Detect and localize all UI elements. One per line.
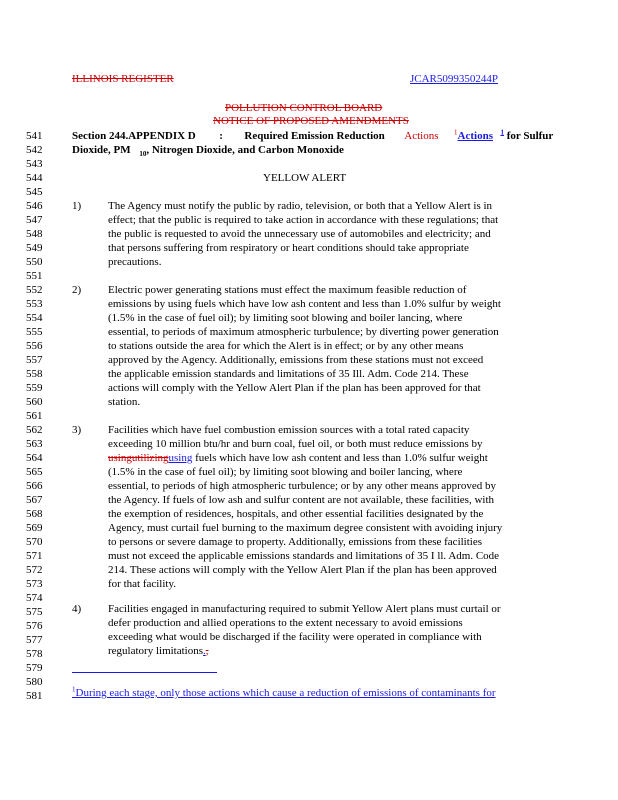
line-number: 556 [26,340,43,352]
text-line: effect; that the public is required to take action in accordance with these regulations; that [108,214,499,226]
line-number: 563 [26,438,43,450]
section-title-cont: for Sulfur [506,130,554,142]
jcar-number: JCAR5099350244P [410,73,499,85]
register-header: ILLINOIS REGISTER [72,73,174,85]
item-2-number: 2) [72,284,82,296]
footnote-mark: 1 [72,685,76,694]
line-number: 543 [26,158,43,170]
line-number: 581 [26,690,43,702]
section-number: Section 244.APPENDIX D [72,130,196,142]
deleted-usingutilizing: usingutilizing [108,452,169,464]
item-3-line-3-rest: fuels which have low ash content and less than 1.0% sulfur weight [192,452,488,464]
line-number: 541 [26,130,43,142]
footnote-ref-inserted[interactable]: 1 [500,128,504,137]
item-4-last-line [108,644,209,658]
section-title-pm: Dioxide, PM [72,144,131,156]
line-number: 552 [26,284,43,296]
line-number: 566 [26,480,43,492]
line-number: 572 [26,564,43,576]
text-line: approved by the Agency. Additionally, emissions from these stations must not exceed [108,354,484,366]
footnote-separator [72,672,217,673]
text-line: for that facility. [108,578,177,590]
line-number: 562 [26,424,43,436]
text-line: defer production and allied operations to the extent necessary to avoid emissions [108,617,463,629]
text-line: essential, to periods of high atmospheric turbulence; or by any other means approved by [108,480,496,492]
item-3-line-2: exceeding 10 million btu/hr and burn coal, fuel oil, or both must reduce emissions by [108,438,483,450]
line-number: 575 [26,606,43,618]
item-3-line-1: Facilities which have fuel combustion emission sources with a total rated capacity [108,424,470,436]
line-number: 548 [26,228,43,240]
section-title-rest: , Nitrogen Dioxide, and Carbon Monoxide [146,144,344,156]
item-3-line-3 [108,451,488,465]
text-line: that persons suffering from respiratory or heart conditions should take appropriate [108,242,469,254]
footnote-text [72,686,496,700]
text-line: Facilities engaged in manufacturing required to submit Yellow Alert plans must curtail or [108,603,501,615]
pm-subscript: 10 [139,150,147,159]
section-heading-line1 [72,129,553,143]
text-line: the applicable emission standards and limitations of 35 Ill. Adm. Code 214. These [108,368,469,380]
text-line: (1.5% in the case of fuel oil); by limiting soot blowing and boiler lancing, where [108,466,463,478]
text-line: 214. These actions will comply with the Yellow Alert Plan if the plan has been approved [108,564,497,576]
line-number: 570 [26,536,43,548]
line-number: 564 [26,452,43,464]
text-line: emissions by using fuels which have low ash content and less than 1.0% sulfur by weight [108,298,501,310]
line-number: 551 [26,270,43,282]
item-4-last-text: regulatory limitations [108,645,204,657]
line-number: 580 [26,676,43,688]
board-header: POLLUTION CONTROL BOARD [225,102,383,114]
text-line: (1.5% in the case of fuel oil); by limiting soot blowing and boiler lancing, where [108,312,463,324]
footnote-body: During each stage, only those actions which cause a reduction of emissions of contaminants for [75,687,496,699]
line-number: 561 [26,410,43,422]
line-number: 559 [26,382,43,394]
line-number: 544 [26,172,43,184]
inserted-using: using [168,452,193,464]
line-number: 560 [26,396,43,408]
text-line: The Agency must notify the public by radio, television, or both that a Yellow Alert is in [108,200,493,212]
line-number: 550 [26,256,43,268]
text-line: actions will comply with the Yellow Alert Plan if the plan has been approved for that [108,382,481,394]
text-line: to persons or severe damage to property. Additionally, emissions from these facilities [108,536,483,548]
line-number: 574 [26,592,43,604]
footnote-ref-deleted: 1 [454,128,458,137]
line-number: 576 [26,620,43,632]
inserted-actions: Actions [457,130,493,142]
line-number: 569 [26,522,43,534]
line-number: 568 [26,508,43,520]
text-line: precautions. [108,256,162,268]
notice-header: NOTICE OF PROPOSED AMENDMENTS [213,115,409,127]
text-line: Electric power generating stations must effect the maximum feasible reduction of [108,284,467,296]
text-line: station. [108,396,141,408]
text-line: Agency, must curtail fuel burning to the maximum degree consistent with avoiding injury [108,522,503,534]
text-line: essential, to periods of maximum atmospheric turbulence; by diverting power generation [108,326,499,338]
line-number: 555 [26,326,43,338]
yellow-alert-title: YELLOW ALERT [263,172,347,184]
section-heading-line2 [72,143,344,157]
text-line: the Agency. If fuels of low ash and sulfur content are not available, these facilities, with [108,494,494,506]
line-number: 579 [26,662,43,674]
line-number: 565 [26,466,43,478]
line-number: 553 [26,298,43,310]
line-number: 554 [26,312,43,324]
item-3-number: 3) [72,424,82,436]
section-colon: : [219,130,223,142]
item-4-number: 4) [72,603,82,615]
line-number: 573 [26,578,43,590]
line-number: 549 [26,242,43,254]
line-number: 578 [26,648,43,660]
text-line: the exemption of residences, hospitals, and other essential facilities designated by the [108,508,484,520]
line-number: 577 [26,634,43,646]
line-number: 542 [26,144,43,156]
line-number: 547 [26,214,43,226]
line-number: 571 [26,550,43,562]
text-line: must not exceed the applicable emissions standards and limitations of 35 I ll. Adm. Code [108,550,500,562]
inserted-period: . [203,645,206,657]
item-1-number: 1) [72,200,82,212]
deleted-actions: Actions [404,130,439,142]
text-line: exceeding what would be discharged if the facility were operated in compliance with [108,631,482,643]
line-number: 557 [26,354,43,366]
line-number: 567 [26,494,43,506]
line-number: 545 [26,186,43,198]
deleted-comma: , [205,645,209,657]
text-line: to stations outside the area for which the Alert is in effect; or by any other means [108,340,464,352]
line-number: 546 [26,200,43,212]
text-line: the public is requested to avoid the unnecessary use of automobiles and electricity; and [108,228,491,240]
section-title: Required Emission Reduction [244,130,385,142]
line-number: 558 [26,368,43,380]
